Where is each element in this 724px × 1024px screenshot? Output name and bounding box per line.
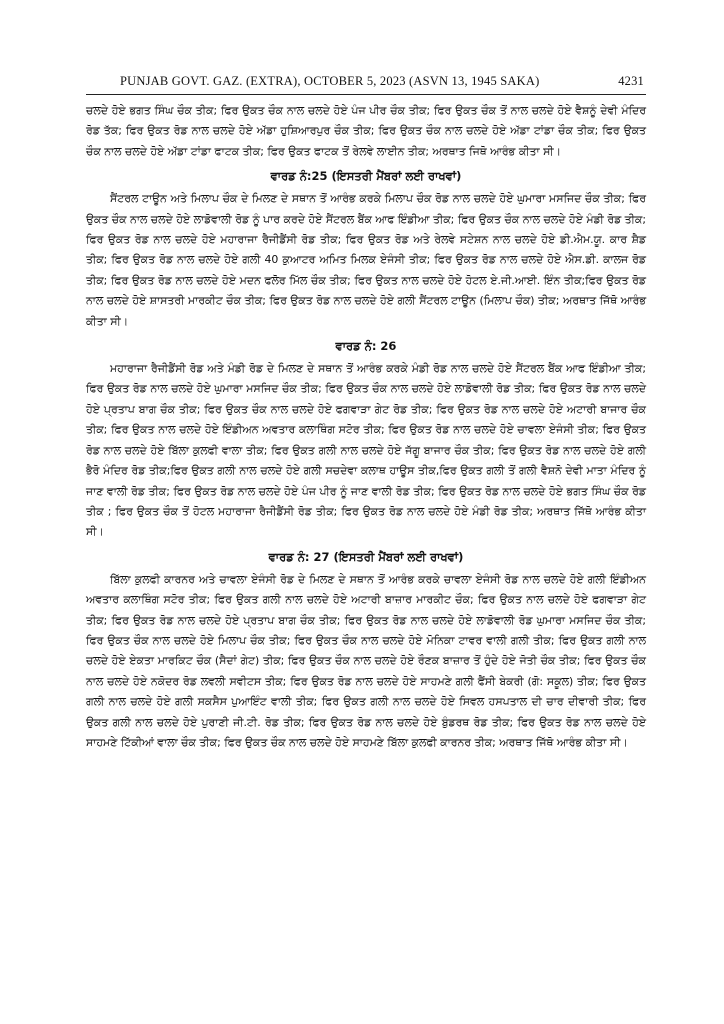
ward-25-heading: ਵਾਰਡ ਨੰ:25 (ਇਸਤਰੀ ਮੈਂਬਰਾਂ ਲਈ ਰਾਖਵਾਂ) [270, 169, 462, 184]
running-header [86, 72, 646, 95]
ward-26-boundary-text: ਮਹਾਰਾਜਾ ਰੈਜੀਡੈਂਸੀ ਰੋਡ ਅਤੇ ਮੰਡੀ ਰੋਡ ਦੇ ਮਿਲਣ ਦੇ ਸਥਾਨ ਤੋਂ ਆਰੰਭ ਕਰਕੇ ਮੰਡੀ ਰੋਡ ਨਾਲ ਚਲਦੇ ਹੋਏ ਸੈਂਟਰਲ ਬੈਂਕ ਆਫ ਇੰਡੀਆ ਤੀਕ; ਫਿਰ ਉਕਤ ਰੋਡ ਨਾਲ ਚਲਦੇ ਹੋਏ ਘੁਮਾਰਾ ਮਸਜਿਦ ਚੌਕ ਤੀਕ; ਫਿਰ ਉਕਤ ਚੌਕ ਨਾਲ ਚਲਦੇ ਹੋਏ ਲਾਡੋਵਾਲੀ ਰੋਡ ਤੀਕ; ਫਿਰ ਉਕਤ ਰੋਡ ਨਾਲ ਚਲਦੇ ਹੋਏ ਪ੍ਰਤਾਪ ਬਾਗ ਚੌਕ ਤੀਕ; ਫਿਰ ਉਕਤ ਚੌਕ ਨਾਲ ਚਲਦੇ ਹੋਏ ਫਗਵਾੜਾ ਗੇਟ ਰੋਡ ਤੀਕ; ਫਿਰ ਉਕਤ ਰੋਡ ਨਾਲ ਚਲਦੇ ਹੋਏ ਅਟਾਰੀ ਬਾਜਾਰ ਚੌਕ ਤੀਕ; ਫਿਰ ਉਕਤ ਨਾਲ ਚਲਦੇ ਹੋਏ ਇੰਡੀਅਨ ਅਵਤਾਰ ਕਲਾਥਿੰਗ ਸਟੋਰ ਤੀਕ; ਫਿਰ ਉਕਤ ਰੋਡ ਨਾਲ ਚਲਦੇ ਹੋਏ ਚਾਵਲਾ ਏਜੰਸੀ ਤੀਕ; ਫਿਰ ਉਕਤ ਰੋਡ ਨਾਲ ਚਲਦੇ ਹੋਏ ਬਿੱਲਾ ਕੁਲਫੀ ਵਾਲਾ ਤੀਕ; ਫਿਰ ਉਕਤ ਗਲੀ ਨਾਲ ਚਲਦੇ ਹੋਏ ਜੱਗੂ ਬਾਜਾਰ ਚੌਕ ਤੀਕ; ਫਿਰ ਉਕਤ ਰੋਡ ਨਾਲ ਚਲਦੇ ਹੋਏ ਗਲੀ ਭੈਰੋ ਮੰਦਿਰ ਰੋਡ ਤੀਕ;ਫਿਰ ਉਕਤ ਗਲੀ ਨਾਲ ਚਲਦੇ ਹੋਏ ਗਲੀ ਸਚਦੇਵਾ ਕਲਾਥ ਹਾਊਸ ਤੀਕ,ਫਿਰ ਉਕਤ ਗਲੀ ਤੋਂ ਗਲੀ ਵੈਸ਼ਨੋ ਦੇਵੀ ਮਾਤਾ ਮੰਦਿਰ ਨੂੰ ਜਾਣ ਵਾਲੀ ਰੋਡ ਤੀਕ; ਫਿਰ ਉਕਤ ਰੋਡ ਨਾਲ ਚਲਦੇ ਹੋਏ ਪੰਜ ਪੀਰ ਨੂੰ ਜਾਣ ਵਾਲੀ ਰੋਡ ਤੀਕ; ਫਿਰ ਉਕਤ ਰੋਡ ਨਾਲ ਚਲਦੇ ਹੋਏ ਭਗਤ ਸਿੰਘ ਚੌਕ ਰੋਡ ਤੀਕ ; ਫਿਰ ਉਕਤ ਚੌਕ ਤੋਂ ਹੋਟਲ ਮਹਾਰਾਜਾ ਰੈਜੀਡੈਂਸੀ ਰੋਡ ਤੀਕ; ਫਿਰ ਉਕਤ ਰੋਡ ਨਾਲ ਚਲਦੇ ਹੋਏ ਮੰਡੀ ਰੋਡ ਤੀਕ; ਅਰਥਾਤ ਜਿੱਥੋ ਆਰੰਭ ਕੀਤਾ ਸੀ। [86, 362, 646, 539]
ward-27-heading: ਵਾਰਡ ਨੰ: 27 (ਇਸਤਰੀ ਮੈਂਬਰਾਂ ਲਈ ਰਾਖਵਾਂ) [268, 549, 464, 564]
ward-26-heading: ਵਾਰਡ ਨੰ: 26 [335, 339, 397, 354]
gazette-title: PUNJAB GOVT. GAZ. (EXTRA), OCTOBER 5, 2023 (ASVN 13, 1945 SAKA) [120, 74, 540, 88]
gazette-page [86, 72, 646, 753]
ward-25-boundary-text: ਸੈਂਟਰਲ ਟਾਊਨ ਅਤੇ ਮਿਲਾਪ ਚੌਕ ਦੇ ਮਿਲਣ ਦੇ ਸਥਾਨ ਤੋਂ ਆਰੰਭ ਕਰਕੇ ਮਿਲਾਪ ਚੌਕ ਰੋਡ ਨਾਲ ਚਲਦੇ ਹੋਏ ਘੁਮਾਰਾ ਮਸਜਿਦ ਚੌਕ ਤੀਕ; ਫਿਰ ਉਕਤ ਚੌਕ ਨਾਲ ਚਲਦੇ ਹੋਏ ਲਾਡੋਵਾਲੀ ਰੋਡ ਨੂੰ ਪਾਰ ਕਰਦੇ ਹੋਏ ਸੈਂਟਰਲ ਬੈਂਕ ਆਫ ਇੰਡੀਆ ਤੀਕ; ਫਿਰ ਉਕਤ ਚੌਕ ਨਾਲ ਚਲਦੇ ਹੋਏ ਮੰਡੀ ਰੋਡ ਤੀਕ; ਫਿਰ ਉਕਤ ਰੋਡ ਨਾਲ ਚਲਦੇ ਹੋਏ ਮਹਾਰਾਜਾ ਰੈਜੀਡੈਂਸੀ ਰੋਡ ਤੀਕ; ਫਿਰ ਉਕਤ ਰੋਡ ਅਤੇ ਰੇਲਵੇ ਸਟੇਸ਼ਨ ਨਾਲ ਚਲਦੇ ਹੋਏ ਡੀ.ਐਮ.ਯੂ. ਕਾਰ ਸ਼ੈਡ ਤੀਕ; ਫਿਰ ਉਕਤ ਰੋਡ ਨਾਲ ਚਲਦੇ ਹੋਏ ਗਲੀ 40 ਕੁਆਟਰ ਅਮਿਤ ਮਿਲਕ ਏਜੰਸੀ ਤੀਕ; ਫਿਰ ਉਕਤ ਰੋਡ ਨਾਲ ਚਲਦੇ ਹੋਏ ਐਸ.ਡੀ. ਕਾਲਜ ਰੋਡ ਤੀਕ; ਫਿਰ ਉਕਤ ਰੋਡ ਨਾਲ ਚਲਦੇ ਹੋਏ ਮਦਨ ਫਲੋਰ ਮਿੱਲ ਚੌਕ ਤੀਕ; ਫਿਰ ਉਕਤ ਨਾਲ ਚਲਦੇ ਹੋਏ ਹੋਟਲ ਏ.ਜੀ.ਆਈ. ਇੰਨ ਤੀਕ;ਫਿਰ ਉਕਤ ਰੋਡ ਨਾਲ ਚਲਦੇ ਹੋਏ ਸ਼ਾਸਤਰੀ ਮਾਰਕੀਟ ਚੌਕ ਤੀਕ; ਫਿਰ ਉਕਤ ਰੋਡ ਨਾਲ ਚਲਦੇ ਹੋਏ ਗਲੀ ਸੈਂਟਰਲ ਟਾਊਨ (ਮਿਲਾਪ ਚੌਕ) ਤੀਕ; ਅਰਥਾਤ ਜਿੱਥੋ ਆਰੰਭ ਕੀਤਾ ਸੀ। [86, 192, 646, 328]
page-number: 4231 [618, 74, 644, 88]
ward-27-boundary-text: ਬਿੱਲਾ ਕੁਲਫੀ ਕਾਰਨਰ ਅਤੇ ਚਾਵਲਾ ਏਜੰਸੀ ਰੋਡ ਦੇ ਮਿਲਣ ਦੇ ਸਥਾਨ ਤੋਂ ਆਰੰਭ ਕਰਕੇ ਚਾਵਲਾ ਏਜੰਸੀ ਰੋਡ ਨਾਲ ਚਲਦੇ ਹੋਏ ਗਲੀ ਇੰਡੀਅਨ ਅਵਤਾਰ ਕਲਾਥਿੰਗ ਸਟੋਰ ਤੀਕ; ਫਿਰ ਉਕਤ ਗਲੀ ਨਾਲ ਚਲਦੇ ਹੋਏ ਅਟਾਰੀ ਬਾਜ਼ਾਰ ਮਾਰਕੀਟ ਚੌਕ; ਫਿਰ ਉਕਤ ਨਾਲ ਚਲਦੇ ਹੋਏ ਫਗਵਾੜਾ ਗੇਟ ਤੀਕ; ਫਿਰ ਉਕਤ ਰੋਡ ਨਾਲ ਚਲਦੇ ਹੋਏ ਪ੍ਰਤਾਪ ਬਾਗ ਚੌਕ ਤੀਕ; ਫਿਰ ਉਕਤ ਰੋਡ ਨਾਲ ਚਲਦੇ ਹੋਏ ਲਾਡੋਵਾਲੀ ਰੋਡ ਘੁਮਾਰਾ ਮਸਜਿਦ ਚੌਕ ਤੀਕ; ਫਿਰ ਉਕਤ ਚੌਕ ਨਾਲ ਚਲਦੇ ਹੋਏ ਮਿਲਾਪ ਚੌਕ ਤੀਕ; ਫਿਰ ਉਕਤ ਚੌਕ ਨਾਲ ਚਲਦੇ ਹੋਏ ਮੋਨਿਕਾ ਟਾਵਰ ਵਾਲੀ ਗਲੀ ਤੀਕ; ਫਿਰ ਉਕਤ ਗਲੀ ਨਾਲ ਚਲਦੇ ਹੋਏ ਏਕਤਾ ਮਾਰਕਿਟ ਚੌਕ (ਸੈਦਾਂ ਗੇਟ) ਤੀਕ; ਫਿਰ ਉਕਤ ਚੌਕ ਨਾਲ ਚਲਦੇ ਹੋਏ ਰੌਣਕ ਬਾਜ਼ਾਰ ਤੋਂ ਹੁੰਦੇ ਹੋਏ ਜੋਤੀ ਚੌਕ ਤੀਕ; ਫਿਰ ਉਕਤ ਚੌਕ ਨਾਲ ਚਲਦੇ ਹੋਏ ਨਕੋਦਰ ਰੋਡ ਲਵਲੀ ਸਵੀਟਸ ਤੀਕ; ਫਿਰ ਉਕਤ ਰੋਡ ਨਾਲ ਚਲਦੇ ਹੋਏ ਸਾਹਮਣੇ ਗਲੀ ਫੈਂਸੀ ਬੇਕਰੀ (ਗੋ: ਸਕੂਲ) ਤੀਕ; ਫਿਰ ਉਕਤ ਗਲੀ ਨਾਲ ਚਲਦੇ ਹੋਏ ਗਲੀ ਸਕਸੈਸ ਪੁਆਇੰਟ ਵਾਲੀ ਤੀਕ; ਫਿਰ ਉਕਤ ਗਲੀ ਨਾਲ ਚਲਦੇ ਹੋਏ ਸਿਵਲ ਹਸਪਤਾਲ ਦੀ ਚਾਰ ਦੀਵਾਰੀ ਤੀਕ; ਫਿਰ ਉਕਤ ਗਲੀ ਨਾਲ ਚਲਦੇ ਹੋਏ ਪੁਰਾਣੀ ਜੀ.ਟੀ. ਰੋਡ ਤੀਕ; ਫਿਰ ਉਕਤ ਰੋਡ ਨਾਲ ਚਲਦੇ ਹੋਏ ਬੁੰਡਰਥ ਰੋਡ ਤੀਕ; ਫਿਰ ਉਕਤ ਰੋਡ ਨਾਲ ਚਲਦੇ ਹੋਏ ਸਾਹਮਣੇ ਟਿੱਕੀਆਂ ਵਾਲਾ ਚੌਕ ਤੀਕ; ਫਿਰ ਉਕਤ ਚੌਕ ਨਾਲ ਚਲਦੇ ਹੋਏ ਸਾਹਮਣੇ ਬਿੱਲਾ ਕੁਲਫੀ ਕਾਰਨਰ ਤੀਕ; ਅਰਥਾਤ ਜਿੱਥੋ ਆਰੰਭ ਕੀਤਾ ਸੀ। [86, 572, 646, 749]
continued-paragraph: ਚਲਦੇ ਹੋਏ ਭਗਤ ਸਿੰਘ ਚੌਕ ਤੀਕ; ਫਿਰ ਉਕਤ ਚੌਕ ਨਾਲ ਚਲਦੇ ਹੋਏ ਪੰਜ ਪੀਰ ਚੌਕ ਤੀਕ; ਫਿਰ ਉਕਤ ਚੌਕ ਤੋਂ ਨਾਲ ਚਲਦੇ ਹੋਏ ਵੈਸ਼ਨੂੰ ਦੇਵੀ ਮੰਦਿਰ ਰੋਡ ਤੱਕ; ਫਿਰ ਉਕਤ ਰੋਡ ਨਾਲ ਚਲਦੇ ਹੋਏ ਅੱਡਾ ਹੁਸ਼ਿਆਰਪੁਰ ਚੌਕ ਤੀਕ; ਫਿਰ ਉਕਤ ਚੌਕ ਨਾਲ ਚਲਦੇ ਹੋਏ ਅੱਡਾ ਟਾਂਡਾ ਚੌਕ ਤੀਕ; ਫਿਰ ਉਕਤ ਚੌਕ ਨਾਲ ਚਲਦੇ ਹੋਏ ਅੱਡਾ ਟਾਂਡਾ ਫਾਟਕ ਤੀਕ; ਫਿਰ ਉਕਤ ਫਾਟਕ ਤੋਂ ਰੇਲਵੇ ਲਾਈਨ ਤੀਕ; ਅਰਥਾਤ ਜਿਥੋ ਆਰੰਭ ਕੀਤਾ ਸੀ। [86, 104, 646, 158]
